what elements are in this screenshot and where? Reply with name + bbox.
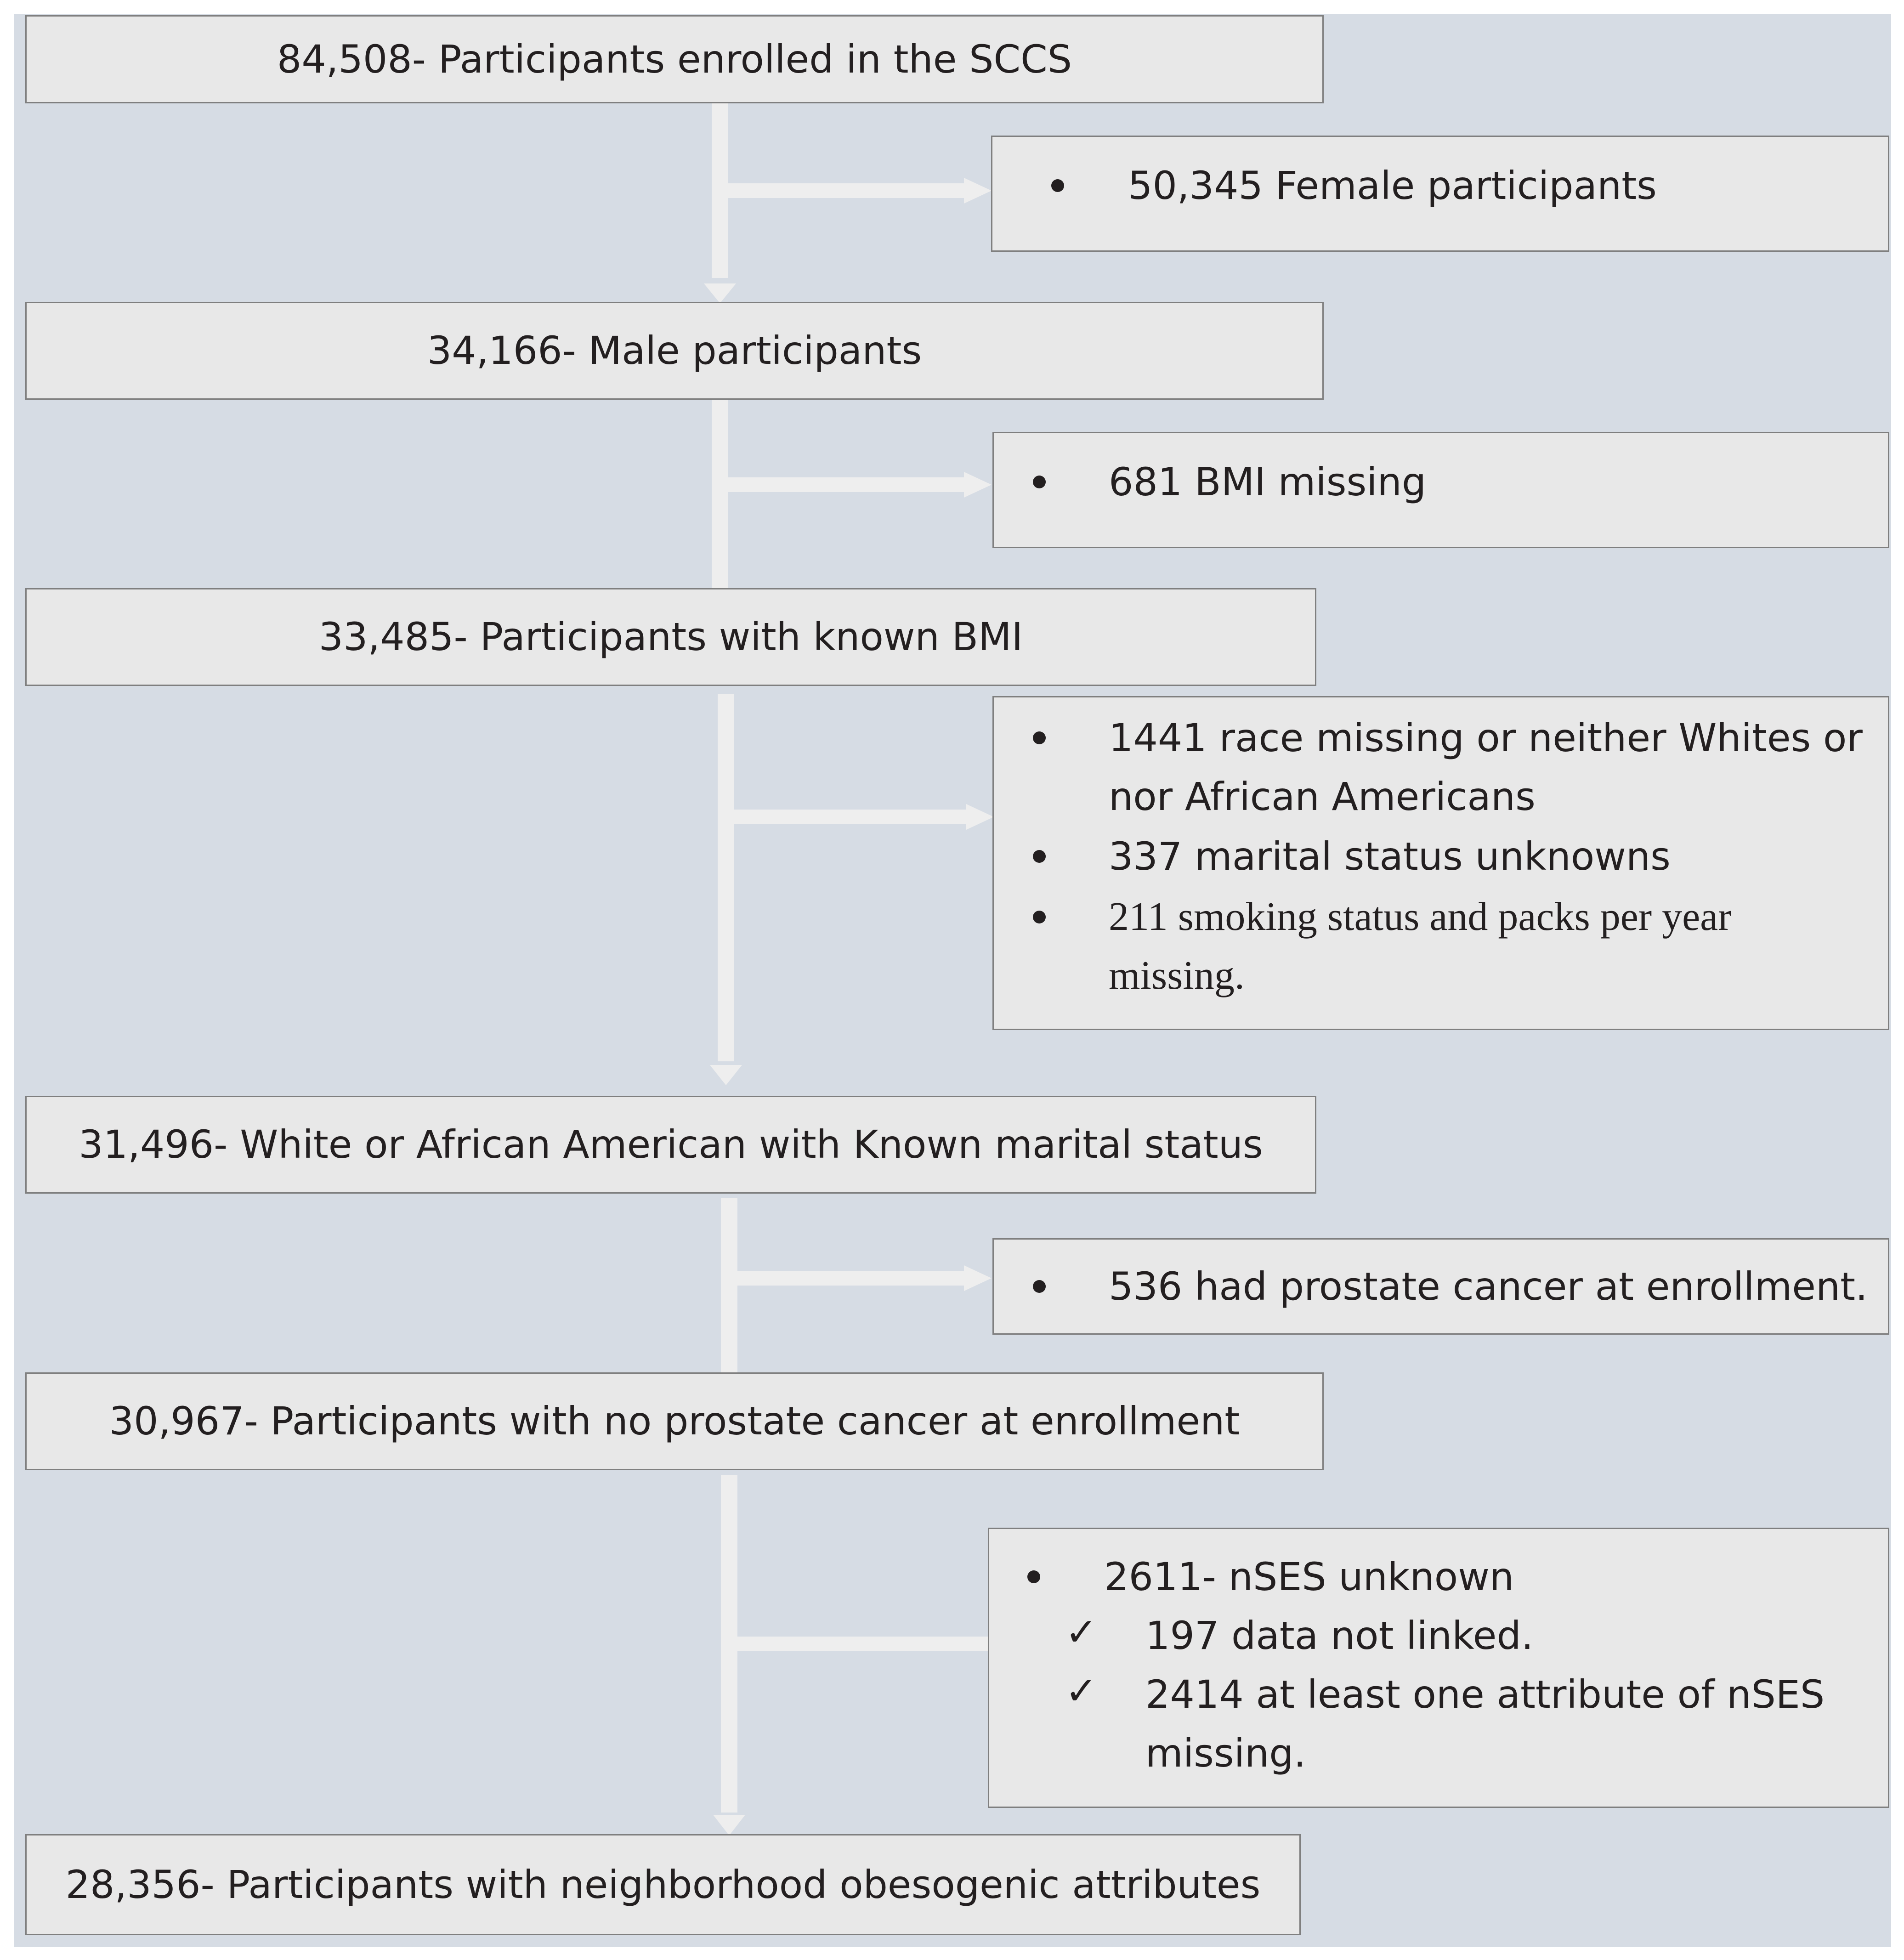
bullet-icon — [1033, 1280, 1046, 1293]
check-icon: ✓ — [1065, 1609, 1098, 1654]
exclusion-box-prostate-cancer — [992, 1238, 1889, 1335]
exclusion-box-race-marital-smoking — [992, 696, 1889, 1030]
exclusion-item-text: 681 BMI missing — [1109, 459, 1427, 504]
flow-step-label: 31,496- White or African American with Known marital status — [79, 1122, 1263, 1167]
flow-step-label: 30,967- Participants with no prostate cancer at enrollment — [109, 1399, 1240, 1444]
exclusion-item-text: 337 marital status unknowns — [1109, 834, 1671, 879]
exclusion-item — [992, 156, 1888, 215]
bullet-icon — [1051, 179, 1064, 192]
arrowhead-trunk-1 — [704, 283, 736, 303]
bullet-icon — [1027, 1570, 1040, 1583]
flow-step-label: 33,485- Participants with known BMI — [318, 614, 1023, 660]
exclusion-sub-item — [989, 1665, 1888, 1783]
bullet-icon — [1033, 850, 1046, 863]
flow-step-label: 84,508- Participants enrolled in the SCCS — [277, 36, 1072, 82]
check-icon: ✓ — [1065, 1668, 1098, 1713]
exclusion-item — [994, 708, 1888, 826]
exclusion-box-nses — [988, 1528, 1889, 1808]
flow-step-race-marital — [25, 1096, 1316, 1194]
exclusion-item-text: 2611- nSES unknown — [1104, 1554, 1514, 1599]
bullet-icon — [1033, 476, 1046, 488]
exclusion-item — [994, 1257, 1888, 1316]
flow-step-label: 28,356- Participants with neighborhood obesogenic attributes — [65, 1862, 1261, 1907]
exclusion-box-bmi — [992, 432, 1889, 548]
arrowhead-trunk-5 — [713, 1815, 745, 1835]
bullet-icon — [1033, 911, 1046, 923]
exclusion-item — [994, 453, 1888, 511]
exclusion-sub-item — [989, 1606, 1888, 1665]
flow-step-no-prostate-cancer — [25, 1372, 1324, 1470]
flow-step-male — [25, 302, 1324, 400]
bullet-icon — [1033, 731, 1046, 744]
flow-step-label: 34,166- Male participants — [427, 328, 922, 374]
exclusion-item-text: 211 smoking status and packs per year missing. — [1109, 895, 1732, 998]
exclusion-item — [989, 1547, 1888, 1606]
flow-step-enrolled — [25, 15, 1324, 103]
exclusion-item-text: 2414 at least one attribute of nSES missing. — [1145, 1672, 1825, 1776]
exclusion-item-text: 536 had prostate cancer at enrollment. — [1109, 1264, 1868, 1309]
exclusion-box-female — [991, 136, 1889, 252]
exclusion-item — [994, 888, 1888, 1005]
exclusion-item-text: 197 data not linked. — [1145, 1613, 1534, 1658]
exclusion-item — [994, 827, 1888, 886]
exclusion-item-text: 50,345 Female participants — [1128, 163, 1657, 208]
exclusion-item-text: 1441 race missing or neither Whites or nor African Americans — [1109, 715, 1863, 819]
flow-step-known-bmi — [25, 588, 1316, 686]
arrowhead-trunk-3 — [710, 1065, 742, 1085]
flow-step-final-cohort — [25, 1834, 1301, 1935]
